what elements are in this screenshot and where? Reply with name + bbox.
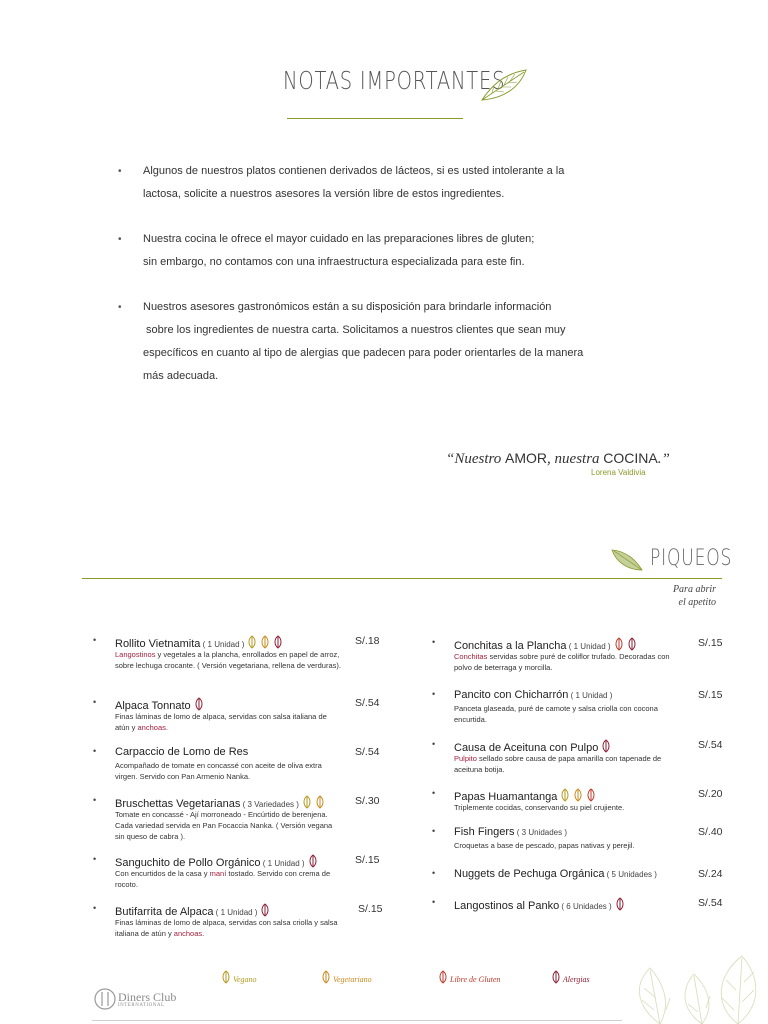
note-item xyxy=(118,160,638,206)
item-name xyxy=(115,746,248,758)
decorative-leaves-icon xyxy=(630,950,768,1024)
note-line: Nuestros asesores gastronómicos están a su disposición para brindarle información xyxy=(143,301,552,313)
highlighted-ingredient: Conchitas xyxy=(454,652,488,661)
bullet: • xyxy=(432,739,436,749)
item-name xyxy=(454,689,612,701)
alergias-icon xyxy=(194,697,204,711)
legend-item-gluten xyxy=(435,970,500,984)
item-price: S/.15 xyxy=(698,637,723,649)
bullet: • xyxy=(432,689,436,699)
description-text: Triplemente cocidas, conservando su piel crujiente. xyxy=(454,803,625,812)
item-price: S/.54 xyxy=(698,897,723,909)
bullet: • xyxy=(93,635,97,645)
item-name xyxy=(115,854,318,869)
bullet: • xyxy=(93,697,97,707)
bullet: • xyxy=(432,868,436,878)
item-description xyxy=(454,802,680,813)
vegetariano-icon xyxy=(573,788,583,802)
item-price: S/.54 xyxy=(698,739,723,751)
vegano-icon xyxy=(247,635,257,649)
legend-label: Alergias xyxy=(561,975,590,984)
item-name xyxy=(454,826,567,838)
legend-item-vegetariano xyxy=(318,970,372,984)
alergias-icon xyxy=(627,637,637,651)
item-title: Papas Huamantanga xyxy=(454,791,558,803)
item-units: ( 1 Unidad ) xyxy=(568,691,613,700)
description-text: Tomate en concassé - Ají morroneado - Encúrtido de berenjena. Cada variedad servida en Pan Focaccia Nanka. ( Versión vegana sin queso de cabra ). xyxy=(115,810,333,841)
item-price: S/.54 xyxy=(355,746,380,758)
highlighted-ingredient: Pulpito xyxy=(454,754,477,763)
item-title: Bruschettas Vegetarianas xyxy=(115,798,241,810)
bullet: • xyxy=(432,897,436,907)
bullet: • xyxy=(118,166,122,177)
description-text: sellado sobre causa de papa amarilla con tapenade de aceituna botija. xyxy=(454,754,662,774)
note-line: lactosa, solicite a nuestros asesores la versión libre de estos ingredientes. xyxy=(143,188,505,200)
item-price: S/.54 xyxy=(355,697,380,709)
item-title: Causa de Aceituna con Pulpo xyxy=(454,742,599,754)
title-divider xyxy=(287,118,463,119)
item-title: Langostinos al Panko xyxy=(454,900,560,912)
section-divider xyxy=(82,578,722,579)
item-price: S/.24 xyxy=(698,868,723,880)
bullet: • xyxy=(118,234,122,245)
legend-label: Libre de Gluten xyxy=(448,975,501,984)
item-name xyxy=(115,795,325,810)
item-units: ( 3 Unidades ) xyxy=(514,828,567,837)
item-name xyxy=(454,637,637,652)
note-line: más adecuada. xyxy=(143,370,219,382)
description-text: . xyxy=(165,723,168,732)
footer-divider xyxy=(92,1020,622,1021)
alergias-icon xyxy=(260,903,270,917)
vegetariano-icon xyxy=(315,795,325,809)
item-title: Carpaccio de Lomo de Res xyxy=(115,746,249,758)
alergias-icon xyxy=(273,635,283,649)
item-description xyxy=(454,651,680,673)
legend-item-alergias xyxy=(548,970,590,984)
subtitle-line: el apetito xyxy=(678,597,716,608)
item-title: Alpaca Tonnato xyxy=(115,700,191,712)
item-description xyxy=(454,840,680,851)
alergias-icon xyxy=(551,970,561,984)
notes-title: NOTAS IMPORTANTES xyxy=(283,66,506,95)
item-description xyxy=(454,703,680,725)
item-description xyxy=(115,711,341,733)
item-name xyxy=(454,868,657,880)
description-text: . xyxy=(202,929,205,938)
item-price: S/.15 xyxy=(358,903,383,915)
item-name xyxy=(454,788,596,803)
vegano-icon xyxy=(560,788,570,802)
section-subtitle xyxy=(640,583,716,609)
note-line: sobre los ingredientes de nuestra carta. Solicitamos a nuestros clientes que sean muy xyxy=(143,324,566,336)
legend-label: Vegetariano xyxy=(331,975,372,984)
item-price: S/.40 xyxy=(698,826,723,838)
bullet: • xyxy=(432,788,436,798)
bullet: • xyxy=(432,637,436,647)
vegano-icon xyxy=(302,795,312,809)
description-text: Con encurtidos de la casa y xyxy=(115,869,210,878)
section-title: PIQUEOS xyxy=(650,546,733,571)
legend-label: Vegano xyxy=(231,975,257,984)
item-title: Conchitas a la Plancha xyxy=(454,640,567,652)
gluten-icon xyxy=(586,788,596,802)
alergias-icon xyxy=(308,854,318,868)
note-line: Algunos de nuestros platos contienen derivados de lácteos, si es usted intolerante a la xyxy=(143,165,565,177)
item-description xyxy=(115,917,341,939)
item-title: Nuggets de Pechuga Orgánica xyxy=(454,868,605,880)
legend-item-vegano xyxy=(218,970,257,984)
item-units: ( 1 Unidad ) xyxy=(260,859,305,868)
item-description xyxy=(115,809,341,842)
alergias-icon xyxy=(615,897,625,911)
quote-cocina: COCINA xyxy=(603,450,658,466)
item-price: S/.20 xyxy=(698,788,723,800)
note-line: específicos en cuanto al tipo de alergias que padecen para poder orientarles de la manera xyxy=(143,347,584,359)
item-name xyxy=(115,697,204,712)
description-text: servidas sobre puré de coliflor trufado. Decoradas con polvo de beterraga y morcilla. xyxy=(454,652,670,672)
highlighted-ingredient: anchoas xyxy=(173,929,203,938)
note-line: Nuestra cocina le ofrece el mayor cuidado en las preparaciones libres de gluten; xyxy=(143,233,535,245)
leaf-icon xyxy=(480,68,528,102)
item-title: Pancito con Chicharrón xyxy=(454,689,569,701)
description-text: Acompañado de tomate en concassé con aceite de oliva extra virgen. Servido con Pan Armenio Nanka. xyxy=(115,761,322,781)
note-item xyxy=(118,296,638,388)
alergias-icon xyxy=(601,739,611,753)
item-units: ( 1 Unidad ) xyxy=(566,642,611,651)
item-units: ( 5 Unidades ) xyxy=(604,870,657,879)
item-units: ( 1 Unidad ) xyxy=(200,640,245,649)
vegetariano-icon xyxy=(260,635,270,649)
quote-part: , nuestra xyxy=(547,451,604,467)
item-name xyxy=(454,897,625,912)
item-price: S/.30 xyxy=(355,795,380,807)
bullet: • xyxy=(432,826,436,836)
description-text: Finas láminas de lomo de alpaca, servidas con salsa italiana de atún y xyxy=(115,712,327,732)
quote-amor: AMOR xyxy=(505,450,548,466)
description-text: Panceta glaseada, puré de camote y salsa criolla con cocona encurtida. xyxy=(454,704,658,724)
note-line: sin embargo, no contamos con una infraestructura especializada para este fin. xyxy=(143,256,525,268)
bullet: • xyxy=(93,903,97,913)
bullet: • xyxy=(118,302,122,313)
subtitle-line: Para abrir xyxy=(672,584,716,595)
leaf-icon xyxy=(610,548,644,572)
quote-part: .” xyxy=(657,451,670,467)
gluten-icon xyxy=(438,970,448,984)
note-item xyxy=(118,228,638,274)
item-description xyxy=(115,649,341,671)
item-price: S/.15 xyxy=(355,854,380,866)
bullet: • xyxy=(93,795,97,805)
item-units: ( 3 Variedades ) xyxy=(240,800,299,809)
item-units: ( 1 Unidad ) xyxy=(213,908,258,917)
brand-sub: INTERNATIONAL xyxy=(118,1003,165,1008)
item-title: Rollito Vietnamita xyxy=(115,638,201,650)
item-price: S/.18 xyxy=(355,635,380,647)
vegano-icon xyxy=(221,970,231,984)
item-title: Fish Fingers xyxy=(454,826,515,838)
item-title: Butifarrita de Alpaca xyxy=(115,906,214,918)
description-text: y vegetales a la plancha, enrollados en papel de arroz, sobre lechuga crocante. ( Versión vegetariana, rellena de verduras). xyxy=(115,650,341,670)
item-name xyxy=(454,739,611,754)
highlighted-ingredient: maní xyxy=(209,869,227,878)
item-units: ( 6 Unidades ) xyxy=(559,902,612,911)
item-name xyxy=(115,903,270,918)
bullet: • xyxy=(93,854,97,864)
item-name xyxy=(115,635,283,650)
item-description xyxy=(115,868,341,890)
gluten-icon xyxy=(614,637,624,651)
item-description xyxy=(454,753,680,775)
description-text: tostado. Servido con crema de rocoto. xyxy=(115,869,331,889)
brand-name: Diners Club xyxy=(118,990,177,1004)
item-description xyxy=(115,760,341,782)
highlighted-ingredient: Langostinos xyxy=(115,650,156,659)
quote-author: Lorena Valdivia xyxy=(591,468,646,477)
item-title: Sanguchito de Pollo Orgánico xyxy=(115,857,261,869)
quote-part: “Nuestro xyxy=(446,451,506,467)
quote xyxy=(446,450,670,468)
description-text: Finas láminas de lomo de alpaca, servidas con salsa criolla y salsa italiana de atún y xyxy=(115,918,338,938)
highlighted-ingredient: anchoas xyxy=(137,723,166,732)
bullet: • xyxy=(93,746,97,756)
notes-list xyxy=(118,160,638,410)
vegetariano-icon xyxy=(321,970,331,984)
item-price: S/.15 xyxy=(698,689,723,701)
description-text: Croquetas a base de pescado, papas nativas y perejil. xyxy=(454,841,635,850)
